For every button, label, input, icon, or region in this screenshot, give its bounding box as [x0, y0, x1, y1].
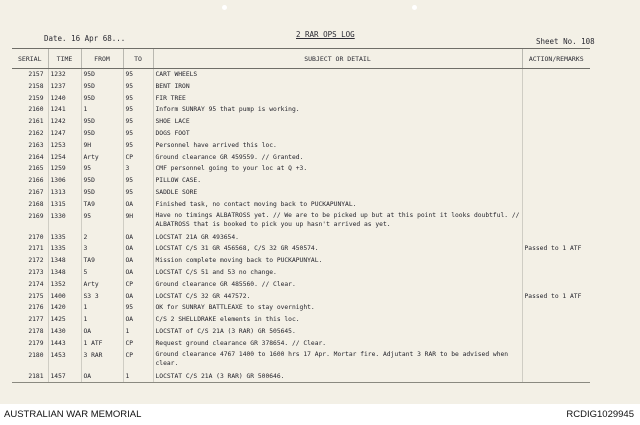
cell-to: 95 [123, 93, 153, 105]
table-row [12, 326, 590, 338]
cell-time: 1352 [48, 279, 81, 291]
cell-to: 95 [123, 128, 153, 140]
cell-serial: 2167 [28, 188, 44, 196]
table-row [12, 81, 590, 93]
cell-detail: LOCSTAT C/S 31 GR 456568, C/S 32 GR 450574. [153, 243, 522, 255]
cell-remarks [522, 350, 590, 371]
cell-from: 95D [81, 93, 123, 105]
cell-remarks [522, 267, 590, 279]
table-row [12, 371, 590, 383]
cell-time: 1237 [48, 81, 81, 93]
cell-time: 1242 [48, 116, 81, 128]
cell-from: 3 RAR [81, 350, 123, 371]
footer-record-id: RCDIG1029945 [566, 409, 634, 420]
cell-detail: Ground clearance GR 485560. // Clear. [153, 279, 522, 291]
cell-time: 1335 [48, 232, 81, 244]
table-row [12, 267, 590, 279]
cell-time: 1420 [48, 302, 81, 314]
cell-serial: 2157 [28, 71, 44, 78]
cell-serial: 2158 [28, 82, 44, 90]
cell-remarks [522, 302, 590, 314]
cell-time: 1348 [48, 267, 81, 279]
cell-time: 1254 [48, 152, 81, 164]
log-entries [12, 69, 590, 383]
cell-remarks [522, 279, 590, 291]
cell-time: 1259 [48, 163, 81, 175]
cell-from: 95D [81, 116, 123, 128]
cell-to: OA [123, 267, 153, 279]
cell-remarks [522, 211, 590, 232]
cell-detail: Request ground clearance GR 378654. // Clear. [153, 338, 522, 350]
cell-remarks: Passed to 1 ATF [522, 243, 590, 255]
cell-time: 1315 [48, 199, 81, 211]
cell-time: 1313 [48, 187, 81, 199]
cell-detail: Finished task, no contact moving back to PUCKAPUNYAL. [153, 199, 522, 211]
cell-detail: LOCSTAT C/S 32 GR 447572. [153, 291, 522, 303]
cell-detail: PILLOW CASE. [153, 175, 522, 187]
cell-detail: Have no timings ALBATROSS yet. // We are to be picked up but at this point it looks doubtful. // ALBATROSS that is booked to pick you up hasn't arrived as yet. [153, 211, 522, 232]
cell-to: 95 [123, 69, 153, 81]
cell-remarks [522, 326, 590, 338]
cell-from: 1 [81, 104, 123, 116]
cell-remarks [522, 128, 590, 140]
cell-time: 1330 [48, 211, 81, 232]
table-row [12, 187, 590, 199]
cell-time: 1425 [48, 314, 81, 326]
sheet-label: Sheet No. [536, 37, 577, 46]
cell-to: 95 [123, 140, 153, 152]
cell-detail: Personnel have arrived this loc. [153, 140, 522, 152]
cell-from: 95D [81, 69, 123, 81]
cell-detail: C/S 2 SHELLDRAKE elements in this loc. [153, 314, 522, 326]
table-row [12, 291, 590, 303]
cell-to: 1 [123, 326, 153, 338]
cell-serial: 2175 [28, 292, 44, 300]
cell-from: 95D [81, 128, 123, 140]
cell-detail: Ground clearance GR 459559. // Granted. [153, 152, 522, 164]
cell-serial: 2173 [28, 268, 44, 276]
cell-detail: DOGS FOOT [153, 128, 522, 140]
column-header-detail: SUBJECT OR DETAIL [153, 49, 522, 69]
cell-time: 1247 [48, 128, 81, 140]
cell-from: TA9 [81, 255, 123, 267]
cell-serial: 2163 [28, 141, 44, 149]
table-row [12, 128, 590, 140]
cell-remarks [522, 104, 590, 116]
cell-to: OA [123, 232, 153, 244]
table-row [12, 93, 590, 105]
table-row [12, 104, 590, 116]
cell-from: 1 ATF [81, 338, 123, 350]
table-row [12, 279, 590, 291]
cell-to: 95 [123, 116, 153, 128]
footer-archive-name: AUSTRALIAN WAR MEMORIAL [4, 409, 142, 420]
column-header-time: TIME [48, 49, 81, 69]
cell-to: CP [123, 152, 153, 164]
cell-to: 95 [123, 104, 153, 116]
punch-hole [222, 5, 227, 10]
cell-from: TA9 [81, 199, 123, 211]
cell-time: 1430 [48, 326, 81, 338]
cell-serial: 2161 [28, 118, 44, 126]
table-row [12, 302, 590, 314]
cell-to: CP [123, 338, 153, 350]
cell-detail: BENT IRON [153, 81, 522, 93]
log-title: 2 RAR OPS LOG [296, 30, 355, 39]
cell-detail: OK for SUNRAY BATTLEAXE to stay overnight. [153, 302, 522, 314]
cell-serial: 2179 [28, 339, 44, 347]
cell-to: 95 [123, 81, 153, 93]
cell-time: 1348 [48, 255, 81, 267]
cell-from: OA [81, 326, 123, 338]
table-row [12, 338, 590, 350]
cell-from: 95 [81, 211, 123, 232]
cell-from: 3 [81, 243, 123, 255]
ops-log-table [12, 48, 590, 383]
cell-time: 1453 [48, 350, 81, 371]
cell-to: 3 [123, 163, 153, 175]
cell-time: 1253 [48, 140, 81, 152]
sheet-number [536, 37, 595, 46]
cell-remarks [522, 175, 590, 187]
cell-to: OA [123, 291, 153, 303]
cell-detail: Ground clearance 4767 1400 to 1600 hrs 17 Apr. Mortar fire. Adjutant 3 RAR to be advised when clear. [153, 350, 522, 371]
cell-time: 1306 [48, 175, 81, 187]
cell-time: 1232 [48, 69, 81, 81]
cell-detail: Mission complete moving back to PUCKAPUNYAL. [153, 255, 522, 267]
cell-from: S3 3 [81, 291, 123, 303]
column-header-serial: SERIAL [12, 49, 48, 69]
cell-from: Arty [81, 279, 123, 291]
cell-serial: 2169 [28, 212, 44, 220]
cell-to: OA [123, 255, 153, 267]
cell-time: 1400 [48, 291, 81, 303]
cell-remarks: Passed to 1 ATF [522, 291, 590, 303]
cell-from: 95D [81, 81, 123, 93]
table-row [12, 243, 590, 255]
cell-serial: 2162 [28, 129, 44, 137]
table-header-row [12, 49, 590, 69]
cell-serial: 2172 [28, 257, 44, 265]
cell-serial: 2164 [28, 153, 44, 161]
cell-remarks [522, 69, 590, 81]
table-row [12, 211, 590, 232]
table-row [12, 175, 590, 187]
cell-serial: 2165 [28, 165, 44, 173]
cell-remarks [522, 232, 590, 244]
cell-detail: LOCSTAT of C/S 21A (3 RAR) GR 505645. [153, 326, 522, 338]
cell-serial: 2177 [28, 316, 44, 324]
cell-from: 9H [81, 140, 123, 152]
table-row [12, 314, 590, 326]
table-row [12, 69, 590, 81]
cell-from: OA [81, 371, 123, 383]
table-row [12, 163, 590, 175]
cell-to: CP [123, 279, 153, 291]
column-header-remarks: ACTION/REMARKS [522, 49, 590, 69]
cell-remarks [522, 371, 590, 383]
cell-from: 2 [81, 232, 123, 244]
cell-to: CP [123, 350, 153, 371]
cell-remarks [522, 338, 590, 350]
cell-serial: 2180 [28, 351, 44, 359]
cell-to: 95 [123, 175, 153, 187]
cell-remarks [522, 93, 590, 105]
cell-from: 1 [81, 314, 123, 326]
cell-time: 1335 [48, 243, 81, 255]
cell-to: OA [123, 243, 153, 255]
column-header-from: FROM [81, 49, 123, 69]
cell-to: OA [123, 199, 153, 211]
cell-to: 9H [123, 211, 153, 232]
cell-detail: LOCSTAT C/S 21A (3 RAR) GR 500646. [153, 371, 522, 383]
cell-serial: 2166 [28, 177, 44, 185]
punch-hole [412, 5, 417, 10]
cell-from: 95D [81, 175, 123, 187]
cell-remarks [522, 140, 590, 152]
cell-to: 95 [123, 187, 153, 199]
cell-time: 1443 [48, 338, 81, 350]
cell-remarks [522, 81, 590, 93]
table-row [12, 140, 590, 152]
cell-to: 95 [123, 302, 153, 314]
cell-detail: FIR TREE [153, 93, 522, 105]
sheet-value: 108 [581, 37, 595, 46]
table-row [12, 350, 590, 371]
cell-serial: 2181 [12, 371, 48, 383]
cell-detail: LOCSTAT C/S 51 and 53 no change. [153, 267, 522, 279]
cell-remarks [522, 255, 590, 267]
cell-detail: Inform SUNRAY 95 that pump is working. [153, 104, 522, 116]
cell-time: 1240 [48, 93, 81, 105]
cell-detail: LOCSTAT 21A GR 493654. [153, 232, 522, 244]
cell-from: Arty [81, 152, 123, 164]
cell-serial: 2171 [28, 245, 44, 253]
table-row [12, 152, 590, 164]
cell-detail: SADDLE SORE [153, 187, 522, 199]
cell-detail: CART WHEELS [153, 69, 522, 81]
cell-remarks [522, 152, 590, 164]
cell-from: 95D [81, 187, 123, 199]
table-row [12, 199, 590, 211]
cell-to: 1 [123, 371, 153, 383]
cell-to: OA [123, 314, 153, 326]
cell-remarks [522, 199, 590, 211]
cell-time: 1241 [48, 104, 81, 116]
table-row [12, 232, 590, 244]
table-row [12, 255, 590, 267]
cell-remarks [522, 116, 590, 128]
cell-from: 5 [81, 267, 123, 279]
cell-serial: 2178 [28, 327, 44, 335]
cell-remarks [522, 314, 590, 326]
column-header-to: TO [123, 49, 153, 69]
cell-serial: 2160 [28, 106, 44, 114]
cell-remarks [522, 163, 590, 175]
cell-from: 1 [81, 302, 123, 314]
cell-serial: 2159 [28, 94, 44, 102]
cell-serial: 2170 [28, 233, 44, 241]
cell-from: 95 [81, 163, 123, 175]
date-label: Date. 16 Apr 68... [44, 34, 126, 43]
table-row [12, 116, 590, 128]
cell-serial: 2176 [28, 304, 44, 312]
cell-remarks [522, 187, 590, 199]
cell-serial: 2174 [28, 280, 44, 288]
cell-detail: CMF personnel going to your loc at Q +3. [153, 163, 522, 175]
cell-detail: SHOE LACE [153, 116, 522, 128]
cell-time: 1457 [48, 371, 81, 383]
cell-serial: 2168 [28, 200, 44, 208]
